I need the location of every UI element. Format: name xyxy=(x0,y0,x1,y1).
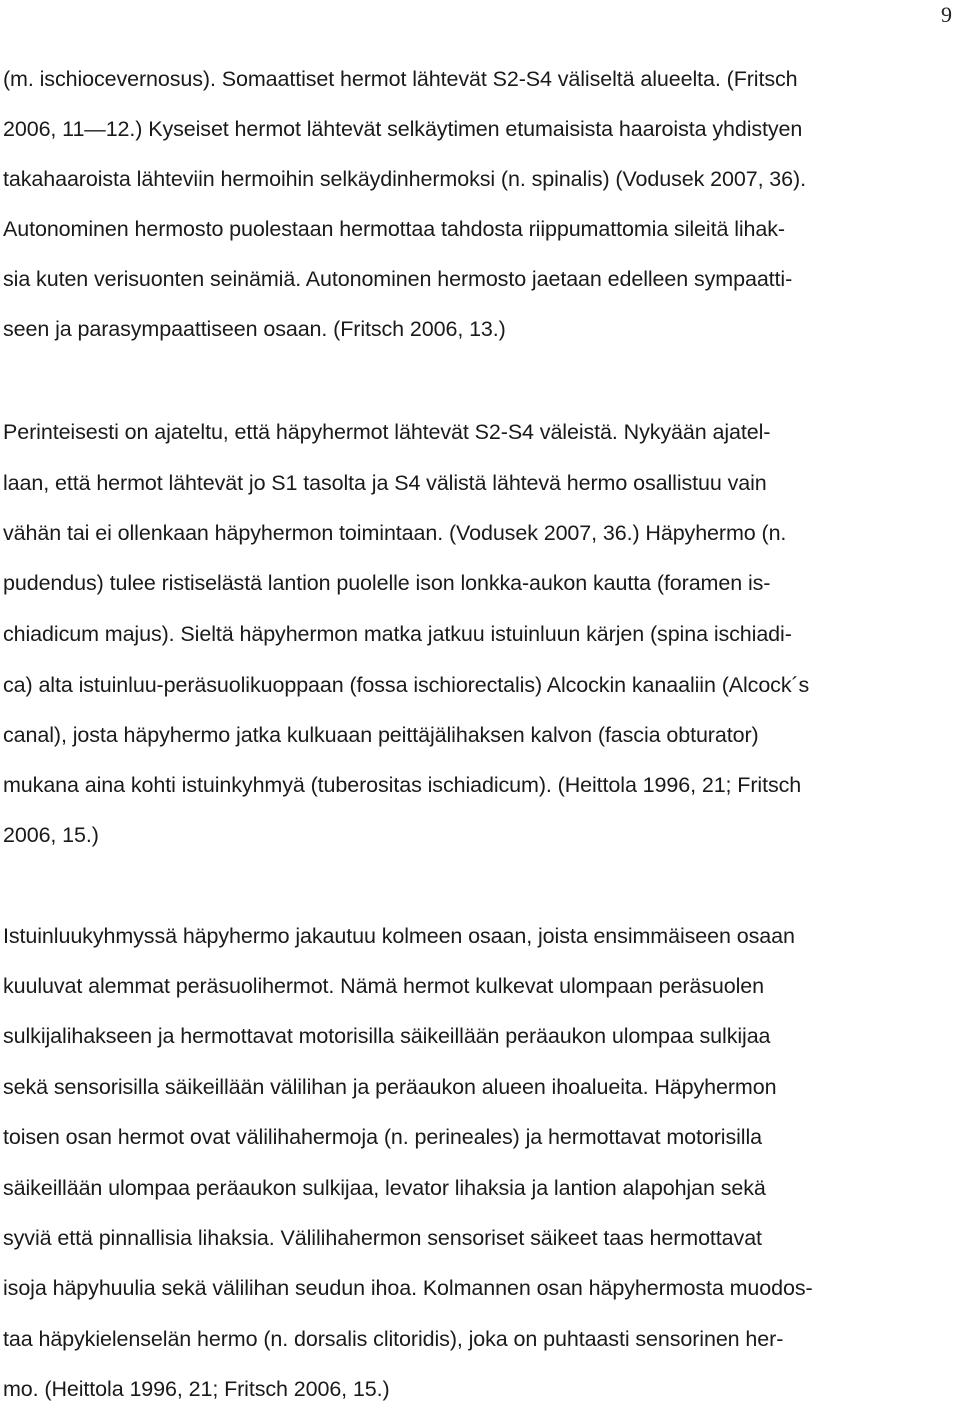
text-line: canal), josta häpyhermo jatka kulkuaan peittäjälihaksen kalvon (fascia obturator) xyxy=(3,723,759,747)
text-line: (m. ischiocevernosus). Somaattiset hermot lähtevät S2-S4 väliseltä alueelta. (Fritsch xyxy=(3,67,798,91)
text-line: mukana aina kohti istuinkyhmyä (tuberositas ischiadicum). (Heittola 1996, 21; Fritsch xyxy=(3,773,802,797)
text-line: seen ja parasympaattiseen osaan. (Fritsch 2006, 13.) xyxy=(3,317,506,341)
text-line: takahaaroista lähteviin hermoihin selkäydinhermoksi (n. spinalis) (Vodusek 2007, 36). xyxy=(3,167,806,191)
text-line: sia kuten verisuonten seinämiä. Autonominen hermosto jaetaan edelleen sympaatti- xyxy=(3,267,793,291)
text-line: kuuluvat alemmat peräsuolihermot. Nämä hermot kulkevat ulompaan peräsuolen xyxy=(3,974,765,998)
text-line: chiadicum majus). Sieltä häpyhermon matka jatkuu istuinluun kärjen (spina ischiadi- xyxy=(3,622,792,646)
text-line: mo. (Heittola 1996, 21; Fritsch 2006, 15.) xyxy=(3,1377,390,1401)
text-line: säikeillään ulompaa peräaukon sulkijaa, levator lihaksia ja lantion alapohjan sekä xyxy=(3,1176,766,1200)
text-line: isoja häpyhuulia sekä välilihan seudun ihoa. Kolmannen osan häpyhermosta muodos- xyxy=(3,1276,813,1300)
text-line: sekä sensorisilla säikeillään välilihan ja peräaukon alueen ihoalueita. Häpyhermon xyxy=(3,1075,777,1099)
text-line: 2006, 15.) xyxy=(3,823,99,847)
text-line: ca) alta istuinluu-peräsuolikuoppaan (fossa ischiorectalis) Alcockin kanaaliin (Alcock´s xyxy=(3,673,810,697)
text-line: sulkijalihakseen ja hermottavat motorisilla säikeillään peräaukon ulompaa sulkijaa xyxy=(3,1024,771,1048)
text-line: laan, että hermot lähtevät jo S1 tasolta ja S4 välistä lähtevä hermo osallistuu vain xyxy=(3,471,767,495)
page-number: 9 xyxy=(941,2,952,27)
text-line: syviä että pinnallisia lihaksia. Välilihahermon sensoriset säikeet taas hermottavat xyxy=(3,1226,762,1250)
text-line: 2006, 11—12.) Kyseiset hermot lähtevät selkäytimen etumaisista haaroista yhdistyen xyxy=(3,117,803,141)
text-line: pudendus) tulee ristiselästä lantion puolelle ison lonkka-aukon kautta (foramen is- xyxy=(3,571,771,595)
text-line: Autonominen hermosto puolestaan hermottaa tahdosta riippumattomia sileitä lihak- xyxy=(3,217,785,241)
text-line: taa häpykielenselän hermo (n. dorsalis clitoridis), joka on puhtaasti sensorinen her- xyxy=(3,1327,784,1351)
text-line: vähän tai ei ollenkaan häpyhermon toimintaan. (Vodusek 2007, 36.) Häpyhermo (n. xyxy=(3,521,787,545)
text-line: toisen osan hermot ovat välilihahermoja (n. perineales) ja hermottavat motorisilla xyxy=(3,1125,762,1149)
text-line: Istuinluukyhmyssä häpyhermo jakautuu kolmeen osaan, joista ensimmäiseen osaan xyxy=(3,924,795,948)
text-line: Perinteisesti on ajateltu, että häpyhermot lähtevät S2-S4 väleistä. Nykyään ajatel- xyxy=(3,420,771,444)
